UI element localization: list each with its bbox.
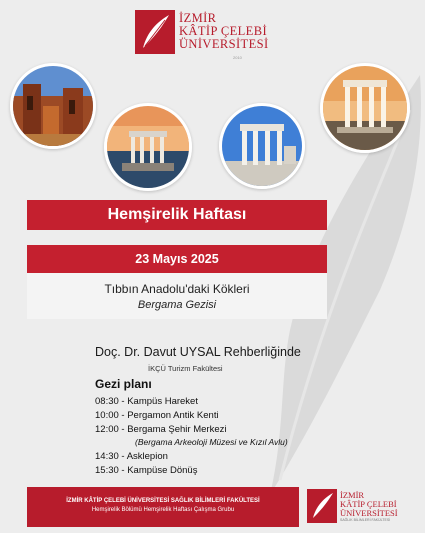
plan-item: 08:30 - Kampüs Hareket <box>95 396 198 407</box>
event-title: Hemşirelik Haftası <box>27 200 327 230</box>
photo-trajan-temple-sunset <box>104 103 192 191</box>
university-name <box>179 12 269 51</box>
subtitle-box <box>27 273 327 319</box>
plan-item: 10:00 - Pergamon Antik Kenti <box>95 409 219 421</box>
plan-title: Gezi planı <box>95 377 152 391</box>
plan-item: 15:30 - Kampüse Dönüş <box>95 464 198 476</box>
footer-logo-subtitle: SAĞLIK BİLİMLERİ FAKÜLTESİ <box>340 518 391 522</box>
guide-faculty: İKÇÜ Turizm Fakültesi <box>148 364 223 373</box>
footer-faculty: İZMİR KÂTİP ÇELEBİ ÜNİVERSİTESİ SAĞLIK BİLİMLERİ FAKÜLTESİ <box>66 498 260 504</box>
footer-logo-name <box>340 491 398 518</box>
trip-plan-list <box>95 395 355 478</box>
plan-item: 12:00 - Bergama Şehir Merkezi <box>95 423 227 435</box>
feather-quill-icon <box>135 10 175 54</box>
photo-red-basilica <box>10 63 96 149</box>
event-date: 23 Mayıs 2025 <box>27 245 327 273</box>
photo-columns-skyline <box>320 63 410 153</box>
plan-item: 14:30 - Asklepion <box>95 451 168 463</box>
footer-logo-line-1: İZMİR <box>340 490 365 500</box>
guide-name: Doç. Dr. Davut UYSAL Rehberliğinde <box>95 345 301 359</box>
event-subtitle: Tıbbın Anadolu'daki Kökleri <box>104 282 250 296</box>
plan-item-note: (Bergama Arkeoloji Müzesi ve Kızıl Avlu) <box>135 437 288 448</box>
footer-logo <box>307 487 419 527</box>
founded-year: 2010 <box>233 55 242 60</box>
feather-quill-icon <box>307 489 337 523</box>
footer-logo-line-2: KÂTİP ÇELEBİ <box>340 499 397 509</box>
footer-logo-line-3: ÜNİVERSİTESİ <box>340 508 398 518</box>
footer-group: Hemşirelik Bölümü Hemşirelik Haftası Çalışma Grubu <box>91 507 235 513</box>
logo-line-2: KÂTİP ÇELEBİ <box>179 24 268 38</box>
university-logo <box>135 8 275 64</box>
photo-temple-columns <box>219 103 305 189</box>
logo-line-1: İZMİR <box>179 11 217 25</box>
logo-line-3: ÜNİVERSİTESİ <box>179 37 269 51</box>
footer-band <box>27 487 299 527</box>
trip-name: Bergama Gezisi <box>137 299 217 311</box>
